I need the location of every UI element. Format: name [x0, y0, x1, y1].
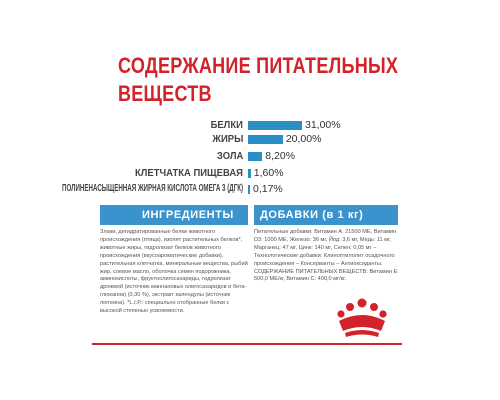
nutrient-value: 8,20% — [265, 150, 296, 162]
title-line-1: СОДЕРЖАНИЕ ПИТАТЕЛЬНЫХ — [118, 53, 399, 78]
royal-canin-crown-icon — [336, 297, 388, 341]
nutrient-label: ЖИРЫ — [212, 133, 243, 145]
ingredients-header — [100, 205, 248, 225]
ingredients-header-label: ИНГРЕДИЕНТЫ — [142, 209, 234, 221]
nutrient-value: 31,00% — [305, 119, 341, 131]
additives-header-label: ДОБАВКИ (в 1 кг) — [260, 209, 364, 221]
divider-line — [92, 343, 402, 345]
nutrient-bar — [248, 169, 251, 178]
nutrient-bar — [248, 121, 302, 130]
nutrient-row — [0, 182, 500, 196]
nutrient-bar — [248, 152, 262, 161]
nutrient-label: БЕЛКИ — [210, 119, 243, 131]
additives-header — [254, 205, 398, 225]
title-line-2: ВЕЩЕСТВ — [118, 81, 212, 106]
nutrient-bar — [248, 185, 250, 194]
nutrient-label: ЗОЛА — [216, 150, 243, 162]
nutrient-row — [0, 118, 500, 132]
nutrient-row — [0, 166, 500, 180]
nutrient-label: КЛЕТЧАТКА ПИЩЕВАЯ — [135, 167, 243, 179]
nutrient-row — [0, 149, 500, 163]
nutrient-value: 0,17% — [253, 183, 283, 195]
additives-text: Питательные добавки: Витамин А: 21500 МЕ, Витамин D3: 1000 МЕ, Железо: 36 мг, Йод: 3,6 мг, Медь: 11 мг, Марганец: 47 мг, Цинк: 140 мг, Селен: 0,05 мг – Технологические добавки: Клиноптилолит осадочного происхождения – Консерванты – Антиоксиданты. СОДЕРЖАНИЕ ПИТАТЕЛЬНЫХ ВЕЩЕСТВ: Витамин Е: 500,0 МЕ/кг, Витамин С: 400,0 мг/кг. — [254, 229, 399, 283]
nutrient-label: ПОЛИНЕНАСЫЩЕННАЯ ЖИРНАЯ КИСЛОТА ОМЕГА 3 (ДГК) — [61, 183, 243, 194]
nutrient-row — [0, 132, 500, 146]
nutrient-value: 20,00% — [285, 133, 322, 145]
ingredients-text: Злаки, дегидратированные белки животного происхождения (птица), изолят растительных белков*, животные жиры, гидролизат белков животного происхождения (вкусоароматические добавки), растительная клетчатка, минеральные вещества, рыбий жир, соевое масло, оболочка семян подорожника, аминокислоты, фруктоолигосахариды, гидролизат дрожжей (источник маннановых олигосахаридов и бета-глюканов) (0,30 %), экстракт календулы (источник лютеина). *L.I.P.: специально отобранные белки с высокой степенью усвояемости. — [100, 229, 248, 315]
nutrient-value: 1,60% — [253, 167, 284, 179]
nutrient-bar — [248, 135, 283, 144]
